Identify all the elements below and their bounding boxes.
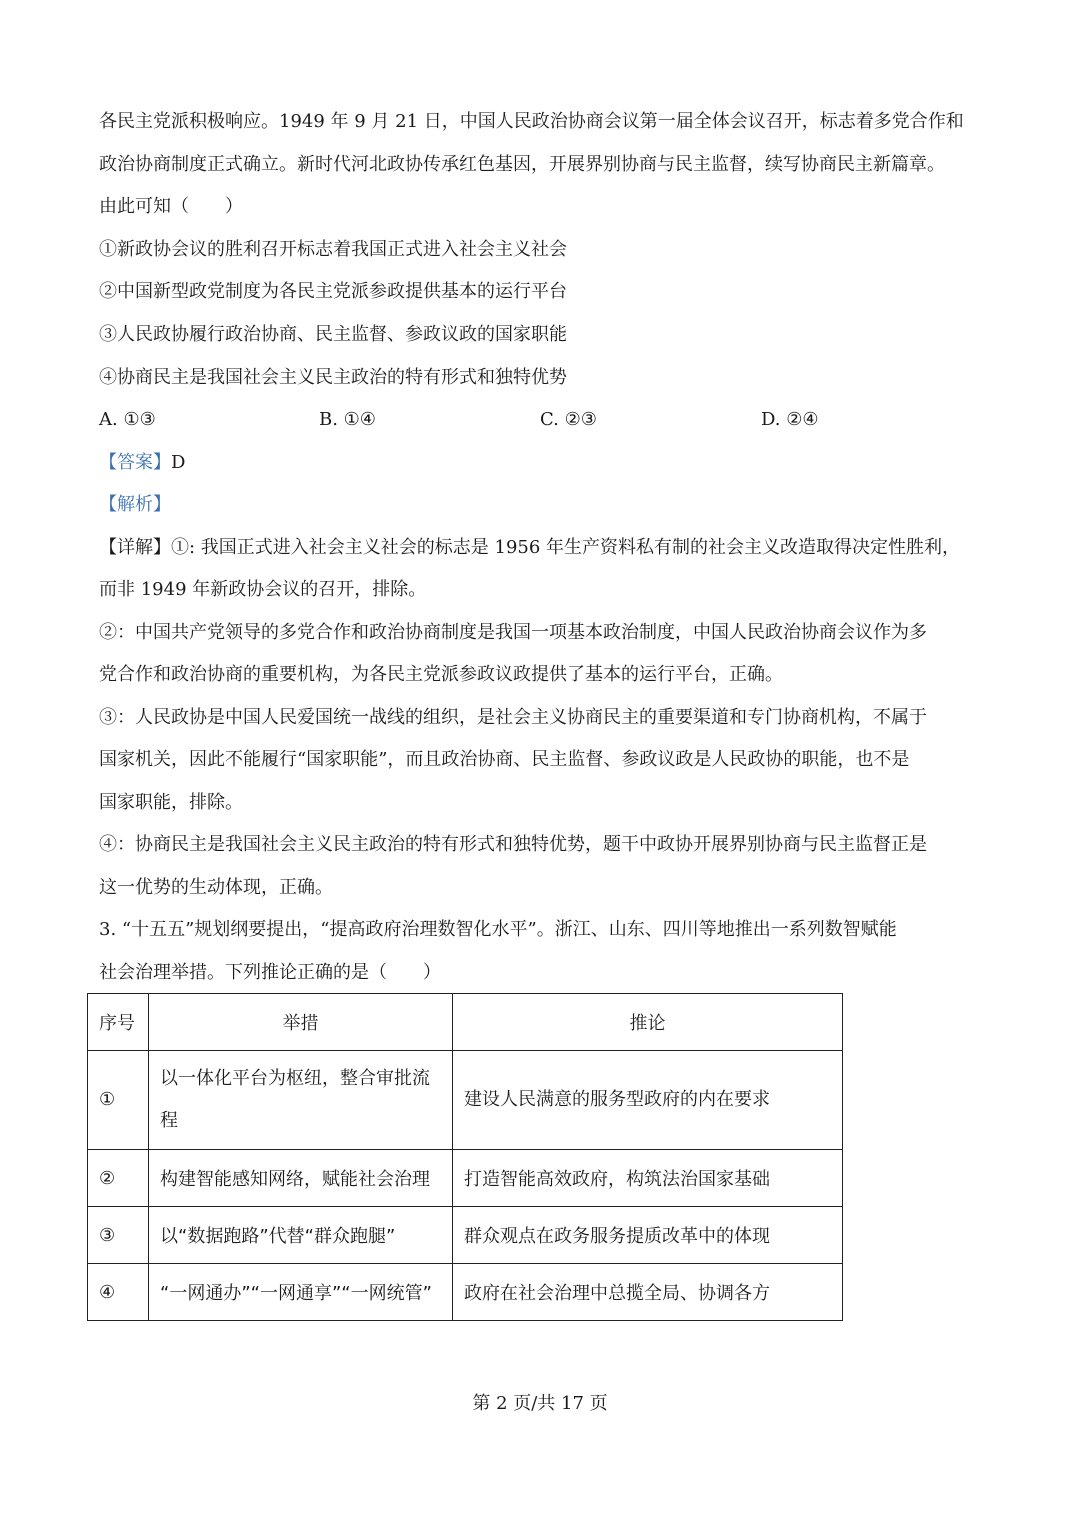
table-row bbox=[88, 1264, 843, 1321]
table-row bbox=[88, 1150, 843, 1207]
answer-value: D bbox=[171, 452, 186, 473]
row-measure: “一网通办”“一网通享”“一网统管” bbox=[149, 1264, 453, 1321]
detail-line-6: 国家机关，因此不能履行“国家职能”，而且政治协商、民主监督、参政议政是人民政协的职能，也不是 bbox=[99, 749, 910, 770]
answer-line bbox=[99, 451, 185, 475]
row-inference: 群众观点在政务服务提质改革中的体现 bbox=[453, 1207, 843, 1264]
measures-table bbox=[87, 993, 843, 1321]
row-no: ③ bbox=[88, 1207, 149, 1264]
detail-line-2: 而非 1949 年新政协会议的召开，排除。 bbox=[99, 579, 427, 600]
row-inference: 打造智能高效政府，构筑法治国家基础 bbox=[453, 1150, 843, 1207]
answer-choices bbox=[99, 408, 999, 432]
analysis-label: 【解析】 bbox=[99, 494, 171, 515]
detail-line-9: 这一优势的生动体现，正确。 bbox=[99, 877, 333, 898]
header-measure: 举措 bbox=[149, 994, 453, 1051]
row-no: ① bbox=[88, 1051, 149, 1150]
detail-line-5: ③：人民政协是中国人民爱国统一战线的组织，是社会主义协商民主的重要渠道和专门协商机构，不属于 bbox=[99, 707, 927, 728]
question3-line-2: 社会治理举措。下列推论正确的是（ ） bbox=[99, 962, 441, 983]
row-measure: 以“数据跑路”代替“群众跑腿” bbox=[149, 1207, 453, 1264]
table-header-row bbox=[88, 994, 843, 1051]
intro-line-2: 政治协商制度正式确立。新时代河北政协传承红色基因，开展界别协商与民主监督，续写协商民主新篇章。 bbox=[99, 154, 945, 175]
detail-line-1 bbox=[99, 536, 960, 560]
choice-a: A. ①③ bbox=[99, 409, 156, 430]
header-inference: 推论 bbox=[453, 994, 843, 1051]
analysis-line bbox=[99, 493, 171, 517]
detail-line-3: ②：中国共产党领导的多党合作和政治协商制度是我国一项基本政治制度，中国人民政治协商会议作为多 bbox=[99, 622, 927, 643]
choice-c: C. ②③ bbox=[540, 409, 597, 430]
row-inference: 建设人民满意的服务型政府的内在要求 bbox=[453, 1051, 843, 1150]
detail-label: 【详解】 bbox=[99, 537, 171, 558]
page-footer: 第 2 页/共 17 页 bbox=[472, 1393, 608, 1414]
intro-line-1: 各民主党派积极响应。1949 年 9 月 21 日，中国人民政治协商会议第一届全体会议召开，标志着多党合作和 bbox=[99, 111, 964, 132]
row-inference: 政府在社会治理中总揽全局、协调各方 bbox=[453, 1264, 843, 1321]
detail-line-8: ④：协商民主是我国社会主义民主政治的特有形式和独特优势，题干中政协开展界别协商与民主监督正是 bbox=[99, 834, 927, 855]
table-row bbox=[88, 1207, 843, 1264]
intro-line-3: 由此可知（ ） bbox=[99, 196, 243, 217]
option-3: ③人民政协履行政治协商、民主监督、参政议政的国家职能 bbox=[99, 324, 567, 345]
row-measure: 构建智能感知网络，赋能社会治理 bbox=[149, 1150, 453, 1207]
option-1: ①新政协会议的胜利召开标志着我国正式进入社会主义社会 bbox=[99, 239, 567, 260]
header-no: 序号 bbox=[88, 994, 149, 1051]
detail-line-4: 党合作和政治协商的重要机构，为各民主党派参政议政提供了基本的运行平台，正确。 bbox=[99, 664, 783, 685]
choice-d: D. ②④ bbox=[761, 409, 819, 430]
answer-label: 【答案】 bbox=[99, 452, 171, 473]
choice-b: B. ①④ bbox=[319, 409, 376, 430]
row-no: ④ bbox=[88, 1264, 149, 1321]
option-2: ②中国新型政党制度为各民主党派参政提供基本的运行平台 bbox=[99, 281, 567, 302]
option-4: ④协商民主是我国社会主义民主政治的特有形式和独特优势 bbox=[99, 367, 567, 388]
question3-line-1: 3. “十五五”规划纲要提出，“提高政府治理数智化水平”。浙江、山东、四川等地推出一系列数智赋能 bbox=[99, 919, 897, 940]
row-no: ② bbox=[88, 1150, 149, 1207]
table-row bbox=[88, 1051, 843, 1150]
detail-text: ①: 我国正式进入社会主义社会的标志是 1956 年生产资料私有制的社会主义改造取得决定性胜利， bbox=[171, 537, 961, 558]
detail-line-7: 国家职能，排除。 bbox=[99, 792, 243, 813]
row-measure: 以一体化平台为枢纽，整合审批流程 bbox=[149, 1051, 453, 1150]
